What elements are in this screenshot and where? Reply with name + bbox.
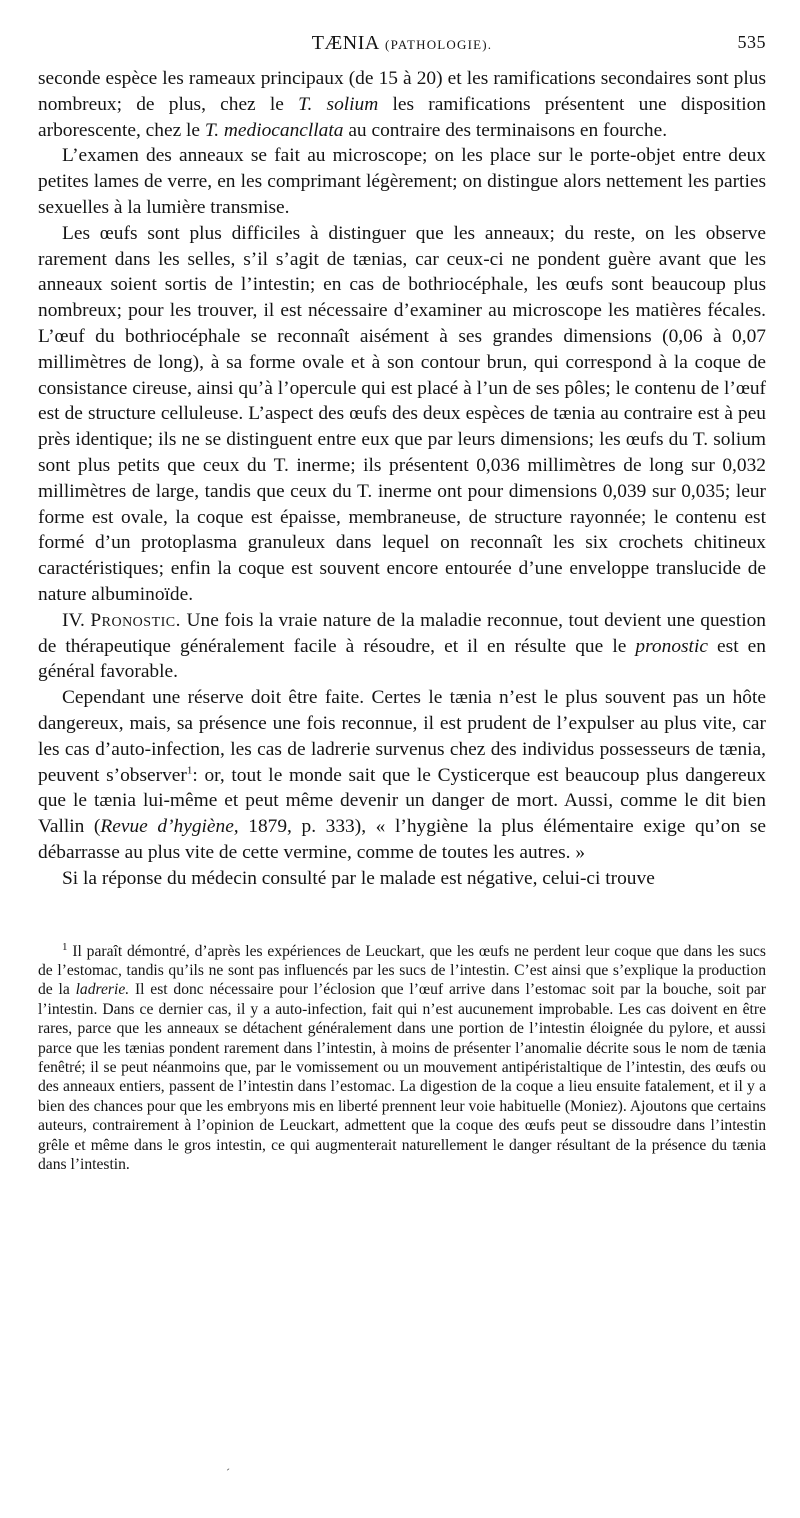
book-page [38, 32, 766, 1174]
running-head [38, 32, 766, 62]
p1-species-solium: T. solium [298, 93, 379, 115]
footnote-marker: 1 [62, 940, 68, 953]
p4-text-c: est en général favorable. [38, 635, 766, 683]
footnote-text-c: Il est donc nécessaire pour l’éclosion que l’œuf arrive dans l’estomac soit par la bouche, soit par l’intestin. Dans ce dernier cas, il y a auto-infection, fait qui n’est aucunement improbable. Les cas doivent en être rares, parce que les anneaux se détachent généralement dans une portion de l’intestin éloignée du pylore, et aussi parce que les tænias pondent rarement dans l’intestin, à moins de présenter l’anomalie décrite sous le nom de tænia fenêtré; il se peut néanmoins que, par le vomissement ou un mouvement antipéristaltique de l’intestin, des œufs ou des anneaux entiers, passent de l’intestin dans l’estomac. La digestion de la coque a lieu ensuite fatalement, et il y a bien des chances pour que les embryons mis en liberté prennent leur voie habituelle (Moniez). Ajoutons que certains auteurs, contrairement à l’opinion de Leuckart, admettent que la coque des œufs peut se dissoudre dans l’intestin grêle et même dans le gros intestin, ce qui augmenterait naturellement le danger résultant de la présence du tænia dans l’intestin. [38, 981, 766, 1173]
page-number: 535 [737, 32, 766, 52]
print-speck: ˊ [226, 1466, 230, 1480]
paragraph-1 [38, 66, 766, 143]
footnote-text-a: Il paraît démontré, d’après les expériences de Leuckart, que les œufs ne perdent leur coque que dans les sucs de l’estomac, tandis qu’ils ne sont pas influencés par les sucs de l’intestin. C’est ainsi que s’explique la production de la [38, 942, 766, 999]
p1-text-c: les ramifications présentent une disposition arborescente, chez le [38, 93, 766, 141]
main-text [38, 66, 766, 892]
paragraph-5 [38, 685, 766, 866]
p4-pronostic-term: pronostic [635, 635, 708, 657]
p5-text-b: : or, tout le monde sait que le Cysticerque est beaucoup plus dangereux que le tænia lui-même et peut même devenir un danger de mort. Aussi, comme le dit bien Vallin ( [38, 764, 766, 838]
footnote-reference: 1 [186, 764, 193, 777]
paragraph-2: L’examen des anneaux se fait au microscope; on les place sur le porte-objet entre deux petites lames de verre, en les comprimant légèrement; on distingue alors nettement les parties sexuelles à la lumière transmise. [38, 145, 766, 218]
section-numeral: IV. [62, 609, 85, 631]
p4-text-a: Une fois la vraie nature de la maladie reconnue, tout devient une question de thérapeutique généralement facile à résoudre, et il en résulte que le [38, 609, 766, 657]
paragraph-4 [38, 608, 766, 685]
p1-text-e: au contraire des terminaisons en fourche. [343, 119, 668, 141]
footnote-paragraph [38, 942, 766, 1175]
p5-text-a: Cependant une réserve doit être faite. Certes le tænia n’est le plus souvent pas un hôte dangereux, mais, sa présence une fois reconnue, il est prudent de l’expulser au plus vite, car les cas d’auto-infection, les cas de ladrerie survenus chez des individus possesseurs de tænia, peuvent s’observer [38, 687, 766, 786]
paragraph-6: Si la réponse du médecin consulté par le malade est négative, celui-ci trouve [62, 867, 655, 889]
p1-text-a: seconde espèce les rameaux principaux (de 15 à 20) et les ramifications secondaires sont plus nombreux; de plus, chez le [38, 68, 766, 115]
paragraph-3: Les œufs sont plus difficiles à distinguer que les anneaux; du reste, on les observe rarement dans les selles, s’il s’agit de tænias, car ceux-ci ne pondent guère avant que les anneaux soient sortis de l’intestin; en cas de bothriocéphale, les œufs sont beaucoup plus nombreux; pour les trouver, il est nécessaire d’examiner au microscope les matières fécales. L’œuf du bothriocéphale se reconnaît aisément à ses grandes dimensions (0,06 à 0,07 millimètres de long), à sa forme ovale et à son contour brun, qui correspond à la coque de consistance cireuse, ainsi qu’à l’opercule qui est placé à l’un de ses pôles; le contenu de l’œuf est de structure celluleuse. L’aspect des œufs des deux espèces de tænia au contraire est à peu près identique; ils ne se distinguent entre eux que par leurs dimensions; les œufs du T. solium sont plus petits que ceux du T. inerme; ils présentent 0,036 millimètres de long sur 0,032 millimètres de large, tandis que ceux du T. inerme ont pour dimensions 0,039 sur 0,035; leur forme est ovale, la coque est épaisse, membraneuse, de structure rayonnée; le contenu est formé d’un protoplasma granuleux dans lequel on reconnaît les six crochets chitineux caractéristiques; enfin la coque est souvent encore entourée d’une enveloppe translucide de nature albuminoïde. [38, 222, 766, 605]
section-heading: Pronostic. [90, 609, 181, 631]
running-subtitle: (PATHOLOGIE). [385, 37, 493, 52]
running-title: TÆNIA [311, 32, 380, 54]
p5-journal-title: Revue d’hygiène, [100, 816, 239, 838]
footnote-ladrerie-term: ladrerie. [75, 981, 130, 999]
p1-species-mediocancllata: T. mediocancllata [204, 119, 344, 141]
footnote [38, 942, 766, 1175]
p5-text-d: 1879, p. 333), « l’hygiène la plus élémentaire exige qu’on se débarrasse au plus vite de cette vermine, comme de toutes les autres. » [38, 816, 766, 863]
